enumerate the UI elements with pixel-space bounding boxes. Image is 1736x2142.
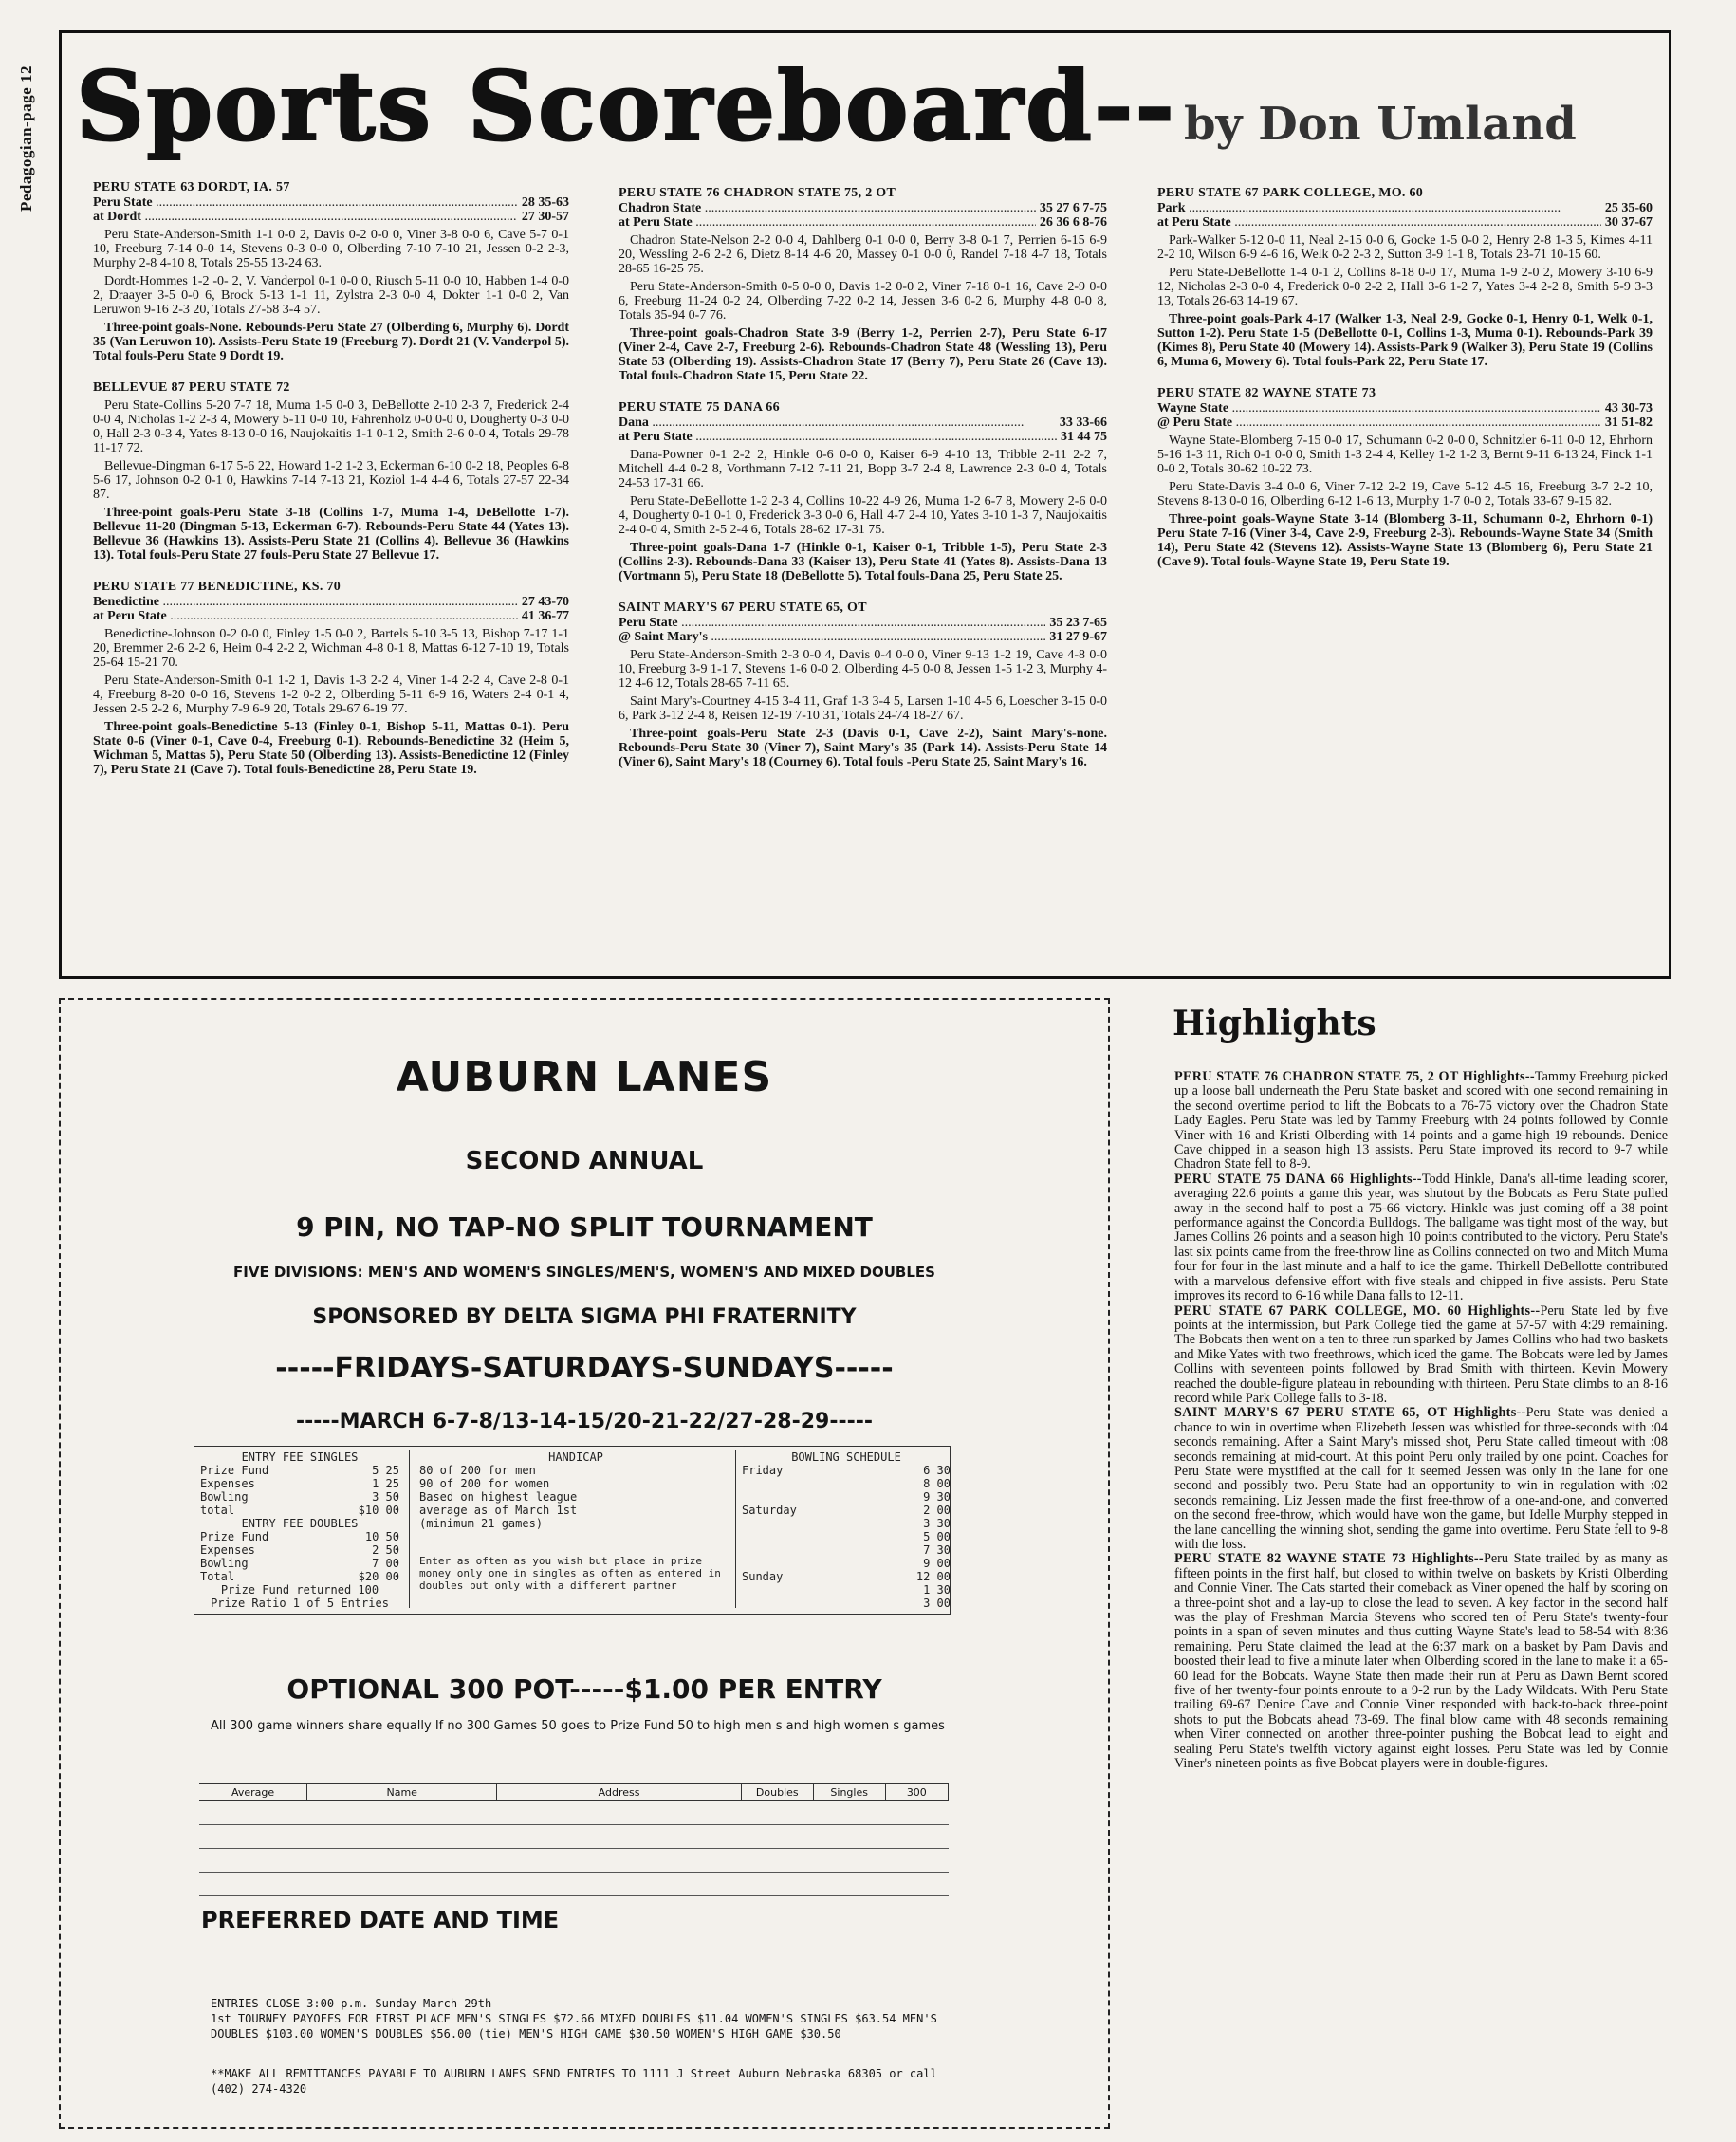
fee-amount: 2 50 (372, 1543, 399, 1557)
entry-form-line[interactable] (199, 1801, 949, 1825)
handicap-lines (419, 1464, 732, 1530)
form-column-header: Singles (814, 1784, 886, 1800)
ad-tournament: 9 PIN, NO TAP-NO SPLIT TOURNAMENT (296, 1211, 873, 1243)
team-score: 28 35-63 (521, 195, 569, 210)
form-column-header: Name (307, 1784, 497, 1800)
schedule-time: 2 00 (923, 1504, 951, 1517)
box-score-heading: PERU STATE 82 WAYNE STATE 73 (1157, 386, 1376, 400)
box-score-heading: PERU STATE 67 PARK COLLEGE, MO. 60 (1157, 186, 1424, 200)
box-score-detail: Benedictine-Johnson 0-2 0-0 0, Finley 1-5 0-0 2, Bartels 5-10 3-5 13, Bishop 7-17 1-1 20, Bremmer 2-6 2-2 6, Heim 0-4 2-2 2, Wichman 4-8 0-1 8, Mattas 6-12 7-10 19, Totals 25-64 15-21 70. (93, 627, 569, 670)
box-score-detail: Dordt-Hommes 1-2 -0- 2, V. Vanderpol 0-1 0-0 0, Riusch 5-11 0-0 10, Habben 1-4 0-0 2, Draayer 3-5 0-0 6, Brock 5-13 1-1 11, Zylstra 2-3 0-0 4, Dokter 1-1 0-0 2, Van Leruwon 9-16 2-3 20, Totals 27-58 3-4 57. (93, 274, 569, 317)
box-score (93, 380, 569, 563)
fee-label: Bowling (200, 1490, 249, 1504)
box-score-detail: Wayne State-Blomberg 7-15 0-0 17, Schumann 0-2 0-0 0, Schnitzler 6-11 0-0 12, Ehrhorn 5-16 1-3 11, Rich 0-1 0-0 0, Smith 1-3 2-4 4, Kelley 1-2 1-2 3, Bernt 9-11 6-13 24, Finck 1-1 0-0 2, Totals 30-62 10-22 73. (1157, 434, 1653, 476)
schedule-time: 6 30 (923, 1464, 951, 1477)
fee-label: Prize Fund (200, 1464, 269, 1477)
box-score-detail: Chadron State-Nelson 2-2 0-0 4, Dahlberg 0-1 0-0 0, Berry 3-8 0-1 7, Perrien 6-15 6-9 20, Wessling 2-6 2-2 6, Dietz 8-14 4-6 20, Massey 0-1 0-0 0, Randel 7-18 4-7 18, Totals 28-65 16-25 75. (619, 233, 1107, 276)
schedule-row (742, 1504, 951, 1517)
prize-note: Prize Fund returned 100 (220, 1583, 379, 1597)
box-score-detail: Three-point goals-Dana 1-7 (Hinkle 0-1, Kaiser 0-1, Tribble 1-5), Peru State 2-3 (Collins 2-3). Rebounds-Dana 33 (Kaiser 13), Peru State 41 (Yates 8). Assists-Dana 13 (Vortmann 5), Peru State 18 (DeBellotte 5). Total fouls-Dana 25, Peru State 25. (619, 541, 1107, 583)
highlight-text: Peru State trailed by as many as fifteen points in the first half, but closed to within twelve on baskets by Kristi Olberding and Connie Viner. The Cats started their comeback as Viner opened the half by scoring on a three-point shot and a lay-up to close the lead to seven. A key factor in the second half was the play of Freshman Marcia Stevens who scored ten of Peru State's twenty-four points in a span of seven minutes and thus cutting Wayne State's lead to 58-54 with 8:36 remaining. Peru State claimed the lead at the 6:37 mark on a basket by Pam Davis and boosted their lead to five a minute later when Olberding scored in the lane to make it a 65-60 lead for the Bobcats. Wayne State then made their run at Peru as Dawn Bernt scored five of her twenty-four points enroute to a 9-2 run by the Lady Wildcats. With Peru State trailing 69-67 Denice Cave and Connie Viner responded with back-to-back three-point shots to put the Bobcats ahead 73-69. The final blow came with 48 seconds remaining when Viner connected on another three-pointer pushing the Bobcat lead to eight and sealing Peru State's twelfth victory against eight losses. Peru State was led by Connie Viner's nineteen points as five Bobcat players were in double-figures. (1174, 1551, 1668, 1772)
fee-amount: 7 00 (372, 1557, 399, 1570)
fee-amount: 10 50 (364, 1530, 399, 1543)
score-line (619, 415, 1107, 430)
scores-column-2 (619, 186, 1107, 786)
team-name: at Peru State ..... (93, 609, 518, 623)
score-line (619, 215, 1107, 230)
fee-label: Total (200, 1570, 235, 1583)
highlight-text: Peru State led by five points at the intermission, but Park College tied the game at 57-57 with 4:29 remaining. The Bobcats then went on a ten to three run sparked by James Collins who had two baskets and Mike Yates with two freethrows, which iced the game. The Bobcats were led by James Collins with seventeen points followed by Brad Smith with thirteen. Kevin Mowery reached the double-figure plateau in rebounding with thirteen. Peru State climbs to an 8-16 record while Park College falls to 3-18. (1174, 1302, 1668, 1406)
score-line (93, 609, 569, 623)
highlights-title: Highlights (1173, 1004, 1376, 1043)
box-score-detail: Peru State-DeBellotte 1-2 2-3 4, Collins 10-22 4-9 26, Muma 1-2 6-7 8, Mowery 2-6 0-0 4, Dougherty 0-1 0-1 0, Frederick 3-3 0-0 6, Hall 4-7 2-4 10, Yates 3-10 1-3 7, Naujokaitis 2-4 0-0 4, Smith 2-5 2-4 6, Totals 28-62 17-31 75. (619, 494, 1107, 537)
team-name: @ Saint Mary's ..... (619, 630, 1045, 644)
box-score-detail: Peru State-Anderson-Smith 0-1 1-2 1, Davis 1-3 2-2 4, Viner 1-4 2-2 4, Cave 2-8 0-1 4, Freeburg 8-20 0-0 16, Stevens 1-2 0-2 2, Olberding 5-11 6-9 16, Waters 2-4 0-1 4, Jessen 2-5 2-2 6, Murphy 7-9 6-9 20, Totals 29-67 6-19 77. (93, 674, 569, 716)
score-line (93, 595, 569, 609)
handicap-line: Based on highest league (419, 1490, 578, 1504)
score-line (1157, 415, 1653, 430)
box-score (1157, 186, 1653, 369)
fee-amount: 3 50 (372, 1490, 399, 1504)
handicap-column (409, 1450, 732, 1608)
scoreboard-banner (76, 50, 1577, 163)
box-score (619, 600, 1107, 769)
team-name: Benedictine ..... (93, 595, 518, 609)
team-score: 31 27 9-67 (1049, 630, 1107, 644)
fee-amount: 5 25 (372, 1464, 399, 1477)
box-score-detail: Three-point goals-Park 4-17 (Walker 1-3, Neal 2-9, Gocke 0-1, Henry 0-1, Welk 0-1, Sutton 1-2). Peru State 1-5 (DeBellotte 0-1, Collins 1-3, Muma 0-1). Rebounds-Park 39 (Kimes 8), Peru State 40 (Mowery 14). Assists-Park 9 (Walker 3), Peru State 19 (Collins 6, Muma 6, Mowery 6). Total fouls-Park 22, Peru State 17. (1157, 312, 1653, 369)
preferred-date-heading: PREFERRED DATE AND TIME (201, 1907, 560, 1933)
form-column-header: Address (497, 1784, 742, 1800)
entry-fee-column (200, 1450, 399, 1610)
team-score: 30 37-67 (1604, 215, 1653, 230)
schedule-time: 5 00 (923, 1530, 951, 1543)
score-line (1157, 401, 1653, 415)
box-score (1157, 386, 1653, 569)
closing-line: ENTRIES CLOSE 3:00 p.m. Sunday March 29th (211, 1997, 492, 2010)
fee-label: Bowling (200, 1557, 249, 1570)
schedule-time: 8 00 (923, 1477, 951, 1490)
team-score: 41 36-77 (521, 609, 569, 623)
box-score-detail: Park-Walker 5-12 0-0 11, Neal 2-15 0-0 6, Gocke 1-5 0-0 2, Henry 2-8 1-3 5, Kimes 4-11 2-2 10, Wilson 6-9 4-6 16, Welk 0-2 2-3 2, Sutton 3-9 1-1 8, Totals 23-71 10-15 60. (1157, 233, 1653, 262)
schedule-row (742, 1570, 951, 1583)
scores-column-1 (93, 180, 569, 794)
entry-form (199, 1783, 949, 1897)
team-name: Park ..... (1157, 201, 1601, 215)
highlight-lead: PERU STATE 75 DANA 66 Highlights-- (1174, 1171, 1422, 1187)
ad-days: -----FRIDAYS-SATURDAYS-SUNDAYS----- (275, 1352, 894, 1385)
team-score: 26 36 6 8-76 (1039, 215, 1107, 230)
score-line (93, 210, 569, 224)
schedule-row (742, 1517, 951, 1530)
banner-byline: by Don Umland (1183, 98, 1577, 151)
highlight-paragraph (1174, 1304, 1668, 1407)
fee-label: Expenses (200, 1543, 255, 1557)
team-name: at Peru State ..... (619, 215, 1036, 230)
team-name: Dana ..... (619, 415, 1056, 430)
highlight-paragraph (1174, 1173, 1668, 1304)
fee-row (200, 1570, 399, 1583)
team-name: Peru State ..... (619, 616, 1045, 630)
ad-sponsor: SPONSORED BY DELTA SIGMA PHI FRATERNITY (312, 1305, 857, 1329)
auburn-lanes-ad (61, 1053, 1108, 1433)
prize-ratio: Prize Ratio 1 of 5 Entries (211, 1597, 389, 1610)
score-line (619, 616, 1107, 630)
schedule-day: Friday (742, 1464, 784, 1477)
team-score: 43 30-73 (1604, 401, 1653, 415)
fee-amount: $10 00 (358, 1504, 399, 1517)
box-score-heading: PERU STATE 76 CHADRON STATE 75, 2 OT (619, 186, 896, 200)
highlight-lead: PERU STATE 67 PARK COLLEGE, MO. 60 Highlights-- (1174, 1302, 1541, 1319)
entry-form-line[interactable] (199, 1873, 949, 1896)
highlight-paragraph (1174, 1552, 1668, 1771)
fee-row (200, 1557, 399, 1570)
fee-amount: $20 00 (358, 1570, 399, 1583)
box-score-detail: Bellevue-Dingman 6-17 5-6 22, Howard 1-2 1-2 3, Eckerman 6-10 0-2 18, Peoples 6-8 5-6 17, Johnson 0-2 0-1 0, Hawkins 7-14 7-13 21, Koziol 1-4 4-4 6, Totals 27-57 22-34 87. (93, 459, 569, 502)
highlights-body (1174, 1070, 1668, 1772)
schedule-time: 7 30 (923, 1543, 951, 1557)
schedule-time: 3 30 (923, 1517, 951, 1530)
highlight-lead: SAINT MARY'S 67 PERU STATE 65, OT Highlights-- (1174, 1405, 1526, 1421)
handicap-line: 90 of 200 for women (419, 1477, 550, 1490)
team-name: Chadron State ..... (619, 201, 1036, 215)
handicap-title: HANDICAP (548, 1450, 603, 1464)
pot-heading: OPTIONAL 300 POT-----$1.00 PER ENTRY (286, 1673, 882, 1705)
score-line (619, 630, 1107, 644)
box-score-heading: PERU STATE 77 BENEDICTINE, KS. 70 (93, 580, 342, 594)
handicap-line: average as of March 1st (419, 1504, 578, 1517)
box-score (619, 186, 1107, 383)
highlight-text: Todd Hinkle, Dana's all-time leading scorer, averaging 22.6 points a game this year, was shutout by the Bobcats as Peru State pulled away in the second half to post a 75-66 victory. Hinkle was just coming off a 38 point performance against the Concordia Bulldogs. The ballgame was tight most of the way, but James Collins 26 points and a season high 10 points contributed to the victory. Peru State's last six points came from the free-throw line as Collins connected on two and Mitch Muma four for four in the last minute and a half to ice the game. Thirkell DeBellotte contributed with a marvelous defensive effort with five steals and chipped in five assists. Peru State improves its record to 6-16 while Dana falls to 12-11. (1174, 1171, 1668, 1304)
box-score-detail: Three-point goals-Peru State 2-3 (Davis 0-1, Cave 2-2), Saint Mary's-none. Rebounds-Peru State 30 (Viner 7), Saint Mary's 35 (Park 14). Assists-Peru State 14 (Viner 6), Saint Mary's 18 (Courney 6). Total fouls -Peru State 25, Saint Mary's 16. (619, 727, 1107, 769)
highlight-lead: PERU STATE 76 CHADRON STATE 75, 2 OT Highlights-- (1174, 1069, 1535, 1084)
score-line (1157, 201, 1653, 215)
closing-line: 1st TOURNEY PAYOFFS FOR FIRST PLACE MEN'S SINGLES $72.66 MIXED DOUBLES $11.04 WOMEN'S SINGLES $63.54 MEN'S DOUBLES $103.00 WOMEN'S DOUBLES $56.00 (tie) MEN'S HIGH GAME $30.50 WOMEN'S HIGH GAME $30.50 (211, 2012, 937, 2040)
schedule-row (742, 1557, 951, 1570)
team-name: at Peru State ..... (1157, 215, 1601, 230)
scores-column-3 (1157, 186, 1653, 586)
schedule-row (742, 1597, 951, 1610)
team-score: 35 23 7-65 (1049, 616, 1107, 630)
box-score-heading: PERU STATE 75 DANA 66 (619, 400, 780, 415)
box-score-detail: Peru State-Collins 5-20 7-7 18, Muma 1-5 0-0 3, DeBellotte 2-10 2-3 7, Frederick 2-4 0-0 4, Nicholas 1-2 2-3 4, Mowery 5-11 0-0 10, Fahrenholz 0-0 0-0 0, Dougherty 0-3 0-0 0, Hall 2-3 0-3 4, Yates 8-13 0-0 16, Naujokaitis 1-1 0-1 2, Smith 2-6 0-0 4, Totals 29-78 11-17 72. (93, 398, 569, 455)
box-score-detail: Three-point goals-Wayne State 3-14 (Blomberg 3-11, Schumann 0-2, Ehrhorn 0-1) Peru State 7-16 (Viner 3-4, Cave 2-9, Freeburg 2-3). Rebounds-Wayne State 34 (Smith 14), Peru State 42 (Stevens 12). Assists-Wayne State 13 (Blomberg 6), Peru State 21 (Cave 9). Total fouls-Wayne State 19, Peru State 19. (1157, 512, 1653, 569)
fee-label: total (200, 1504, 235, 1517)
fee-label: Prize Fund (200, 1530, 269, 1543)
entry-form-header (199, 1783, 949, 1801)
box-score-heading: PERU STATE 63 DORDT, IA. 57 (93, 180, 290, 194)
score-line (619, 430, 1107, 444)
fee-table (194, 1446, 951, 1615)
highlight-paragraph (1174, 1070, 1668, 1173)
ad-divisions: FIVE DIVISIONS: MEN'S AND WOMEN'S SINGLES/MEN'S, WOMEN'S AND MIXED DOUBLES (233, 1264, 935, 1281)
doubles-fees (200, 1530, 399, 1583)
schedule-row (742, 1583, 951, 1597)
fee-label: Expenses (200, 1477, 255, 1490)
ad-title: AUBURN LANES (396, 1053, 773, 1101)
schedule-day: Sunday (742, 1570, 784, 1583)
entry-form-line[interactable] (199, 1825, 949, 1849)
schedule-day: Saturday (742, 1504, 797, 1517)
form-column-header: 300 (886, 1784, 949, 1800)
box-score-detail: Peru State-Anderson-Smith 0-5 0-0 0, Davis 1-2 0-0 2, Viner 7-18 0-1 16, Cave 2-9 0-0 6, Freeburg 11-24 0-2 24, Olberding 7-22 0-2 14, Jessen 3-6 0-2 6, Murphy 4-8 0-0 8, Totals 35-94 0-7 76. (619, 280, 1107, 323)
doubles-title: ENTRY FEE DOUBLES (241, 1517, 359, 1530)
fee-row (200, 1530, 399, 1543)
box-score-detail: Peru State-Anderson-Smith 2-3 0-0 4, Davis 0-4 0-0 0, Viner 9-13 1-2 19, Cave 4-8 0-0 10, Freeburg 3-9 1-1 7, Stevens 1-6 0-0 2, Olberding 4-5 0-0 8, Jessen 1-5 1-2 3, Murphy 4-12 4-6 12, Totals 28-65 7-11 65. (619, 648, 1107, 691)
fee-row (200, 1464, 399, 1477)
box-score-detail: Saint Mary's-Courtney 4-15 3-4 11, Graf 1-3 3-4 5, Larsen 1-10 4-5 6, Loescher 3-15 0-0 6, Park 3-12 2-4 8, Reisen 12-19 7-10 31, Totals 24-74 18-27 67. (619, 694, 1107, 723)
singles-fees (200, 1464, 399, 1517)
page-folio: Pedagogian-page 12 (17, 65, 35, 212)
team-score: 27 30-57 (521, 210, 569, 224)
team-score: 33 33-66 (1059, 415, 1107, 430)
form-column-header: Doubles (742, 1784, 814, 1800)
schedule-column (735, 1450, 951, 1608)
ad-subtitle: SECOND ANNUAL (465, 1147, 704, 1175)
box-score-detail: Three-point goals-Peru State 3-18 (Collins 1-7, Muma 1-4, DeBellotte 1-7). Bellevue 11-20 (Dingman 5-13, Eckerman 6-7). Rebounds-Peru State 44 (Yates 13). Bellevue 36 (Hawkins 13). Assists-Peru State 21 (Collins 4). Bellevue 36 (Hawkins 13). Total fouls-Peru State 27 fouls-Peru State 27 Bellevue 17. (93, 506, 569, 563)
box-score (93, 580, 569, 777)
score-line (619, 201, 1107, 215)
highlight-text: Tammy Freeburg picked up a loose ball underneath the Peru State basket and scored with one second remaining in the second overtime period to lift the Bobcats to a 76-75 victory over the Chadron State Lady Eagles. Peru State was led by Tammy Freeburg with 24 points followed by Connie Viner with 16 and Kristi Olberding with 14 points and a game-high 19 rebounds. Denice Cave chipped in a season high 13 assists. Peru State improved its record to 9-7 while Chadron State fell to 8-9. (1174, 1069, 1668, 1173)
entries-close-text (211, 1996, 970, 2041)
schedule-row (742, 1530, 951, 1543)
banner-title: Sports Scoreboard-- (76, 50, 1176, 162)
schedule-time: 3 00 (923, 1597, 951, 1610)
schedule-row (742, 1490, 951, 1504)
schedule-row (742, 1543, 951, 1557)
box-score-detail: Peru State-DeBellotte 1-4 0-1 2, Collins 8-18 0-0 17, Muma 1-9 2-0 2, Mowery 3-10 6-9 12, Nicholas 2-3 0-0 4, Frederick 0-0 2-2 2, Hall 3-6 1-2 7, Yates 3-4 2-2 8, Smith 5-9 3-3 13, Totals 26-63 14-19 67. (1157, 266, 1653, 308)
team-name: at Dordt ..... (93, 210, 518, 224)
box-score-detail: Three-point goals-None. Rebounds-Peru State 27 (Olberding 6, Murphy 6). Dordt 35 (Van Leruwon 10). Assists-Peru State 19 (Freeburg 7). Dordt 21 (V. Vanderpol 5). Total fouls-Peru State 9 Dordt 19. (93, 321, 569, 363)
schedule-row (742, 1477, 951, 1490)
box-score (619, 400, 1107, 583)
handicap-line: 80 of 200 for men (419, 1464, 536, 1477)
form-column-header: Average (199, 1784, 307, 1800)
schedule-list (742, 1464, 951, 1610)
pot-note: All 300 game winners share equally If no 300 Games 50 goes to Prize Fund 50 to high men s and high women s games (211, 1719, 945, 1733)
fee-row (200, 1477, 399, 1490)
team-name: @ Peru State ..... (1157, 415, 1601, 430)
team-score: 35 27 6 7-75 (1039, 201, 1107, 215)
schedule-time: 1 30 (923, 1583, 951, 1597)
team-name: Peru State ..... (93, 195, 518, 210)
ad-dates: -----MARCH 6-7-8/13-14-15/20-21-22/27-28-29----- (296, 1410, 873, 1433)
highlight-text: Peru State was denied a chance to win in overtime when Elizebeth Jessen was whistled for three-seconds with :04 seconds remaining. After a Saint Mary's missed shot, Peru State called timeout with :08 seconds remaining at mid-court. At this point Peru only trailed by one point. Coaches for Peru State were mystified at the call for it seemed Jessen was only in the lane for one second and possibly two. Peru State had an opportunity to win in regulation with :02 seconds remaining. Liz Jessen made the first free-throw of a one-and-one, and converted on the second free-throw, which would have won the game, but Idelle Murphy stepped in the lane cancelling the winning shot, sending the game into overtime. Peru State fell to 9-8 with the loss. (1174, 1405, 1668, 1552)
team-score: 27 43-70 (521, 595, 569, 609)
schedule-time: 9 00 (923, 1557, 951, 1570)
fee-row (200, 1504, 399, 1517)
schedule-time: 12 00 (915, 1570, 951, 1583)
box-score (93, 180, 569, 363)
schedule-row (742, 1464, 951, 1477)
singles-title: ENTRY FEE SINGLES (241, 1450, 359, 1464)
team-score: 31 44 75 (1061, 430, 1107, 444)
schedule-time: 9 30 (923, 1490, 951, 1504)
remittance-text: **MAKE ALL REMITTANCES PAYABLE TO AUBURN LANES SEND ENTRIES TO 1111 J Street Auburn Nebraska 68305 or call (402) 274-4320 (211, 2067, 937, 2096)
box-score-detail: Dana-Powner 0-1 2-2 2, Hinkle 0-6 0-0 0, Kaiser 6-9 4-10 13, Tribble 2-11 2-2 7, Mitchell 4-4 0-2 8, Vorthmann 7-12 7-11 21, Bopp 3-7 2-4 8, Lawrence 2-3 0-0 4, Totals 24-53 17-31 66. (619, 448, 1107, 490)
entry-form-line[interactable] (199, 1849, 949, 1873)
box-score-detail: Three-point goals-Benedictine 5-13 (Finley 0-1, Bishop 5-11, Mattas 0-1). Peru State 0-6 (Viner 0-1, Cave 0-4, Freeburg 0-1). Rebounds-Benedictine 32 (Heim 5, Wichman 5, Mattas 5), Peru State 50 (Olberding 13). Assists-Benedictine 12 (Finley 7), Peru State 21 (Cave 7). Total fouls-Benedictine 28, Peru State 19. (93, 720, 569, 777)
team-name: Wayne State ..... (1157, 401, 1601, 415)
schedule-title: BOWLING SCHEDULE (791, 1450, 901, 1464)
box-score-heading: BELLEVUE 87 PERU STATE 72 (93, 380, 290, 395)
team-name: at Peru State ..... (619, 430, 1057, 444)
fee-row (200, 1490, 399, 1504)
box-score-heading: SAINT MARY'S 67 PERU STATE 65, OT (619, 600, 867, 615)
team-score: 25 35-60 (1604, 201, 1653, 215)
box-score-detail: Peru State-Anderson-Smith 1-1 0-0 2, Davis 0-2 0-0 0, Viner 3-8 0-0 6, Cave 5-7 0-1 10, Freeburg 7-14 0-0 14, Stevens 0-3 0-0 0, Olberding 7-10 7-10 21, Jessen 0-2 2-3, Murphy 2-8 4-10 8, Totals 25-55 13-24 63. (93, 228, 569, 270)
score-line (1157, 215, 1653, 230)
highlight-paragraph (1174, 1406, 1668, 1552)
fee-row (200, 1543, 399, 1557)
handicap-line: (minimum 21 games) (419, 1517, 544, 1530)
score-line (93, 195, 569, 210)
fee-amount: 1 25 (372, 1477, 399, 1490)
box-score-detail: Peru State-Davis 3-4 0-0 6, Viner 7-12 2-2 19, Cave 5-12 4-5 16, Freeburg 3-7 2-2 10, Stevens 8-13 0-0 16, Olberding 6-12 1-6 13, Murphy 1-7 0-0 2, Totals 33-67 9-15 82. (1157, 480, 1653, 508)
highlight-lead: PERU STATE 82 WAYNE STATE 73 Highlights-- (1174, 1551, 1484, 1567)
team-score: 31 51-82 (1604, 415, 1653, 430)
box-score-detail: Three-point goals-Chadron State 3-9 (Berry 1-2, Perrien 2-7), Peru State 6-17 (Viner 2-4, Cave 2-7, Freeburg 2-6). Rebounds-Chadron State 48 (Wessling 13), Peru State 53 (Olberding 19). Assists-Chadron State 17 (Berry 7), Peru State 26 (Cave 13). Total fouls-Chadron State 15, Peru State 22. (619, 326, 1107, 383)
handicap-note: Enter as often as you wish but place in prize money only one in singles as often as entered in doubles but only with a different partner (419, 1555, 721, 1592)
